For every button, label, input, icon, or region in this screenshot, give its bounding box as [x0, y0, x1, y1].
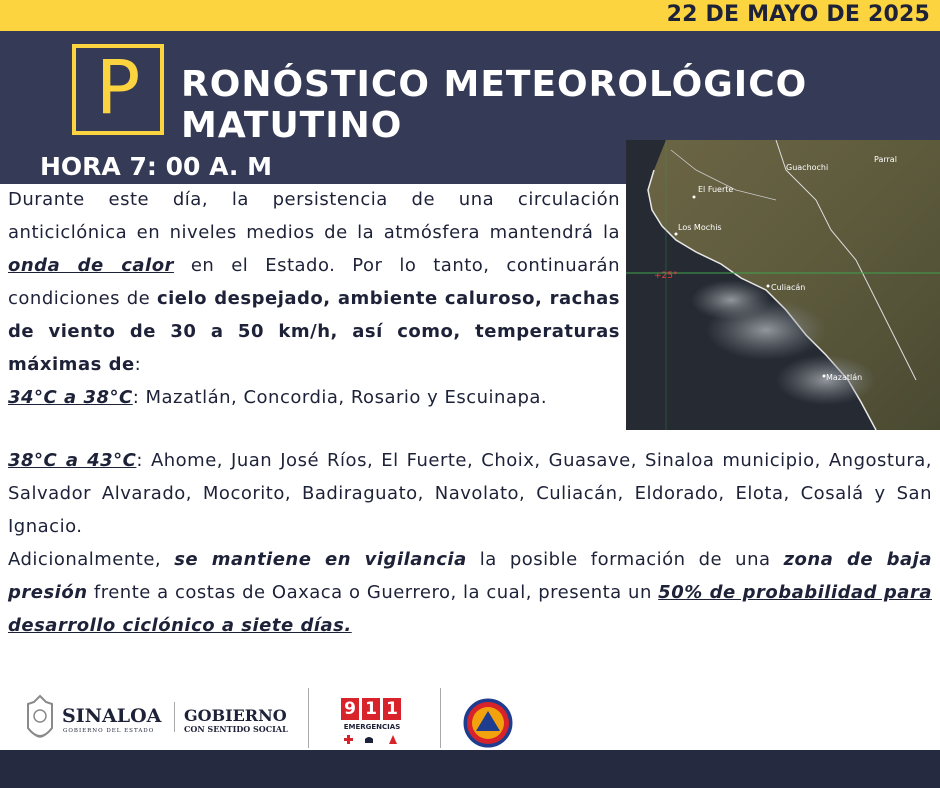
para1-heatwave: onda de calor — [8, 255, 174, 276]
logo-divider — [308, 688, 309, 748]
page-title — [181, 64, 841, 146]
emergencias-911-logo — [341, 698, 403, 746]
sinaloa-logo-text: SINALOA — [62, 705, 162, 727]
temperature-range-1 — [8, 381, 620, 414]
para1-text: Durante este día, la persistencia de una circulación anticiclónica en niveles medios de la atmósfera mantendrá la — [8, 189, 620, 243]
map-label-parral: Parral — [874, 155, 897, 164]
map-label-los-mochis: Los Mochis — [678, 223, 722, 232]
para3-text-3: frente a costas de Oaxaca o Guerrero, la cual, presenta un — [87, 582, 659, 603]
map-label-culiacan: Culiacán — [771, 283, 806, 292]
range2-label: 38°C a 43°C — [8, 450, 137, 471]
range1-cities: : Mazatlán, Concordia, Rosario y Escuinapa. — [132, 387, 548, 408]
logo-divider — [174, 702, 175, 732]
footer-bar — [0, 750, 940, 788]
para3-probability: 50% de probabilidad para desarrollo ciclónico a siete días. — [8, 582, 932, 636]
map-label-el-fuerte: El Fuerte — [698, 185, 734, 194]
title-letter: P — [95, 44, 141, 131]
para1-colon: : — [134, 354, 142, 375]
date-label: 22 DE MAYO DE 2025 — [666, 2, 930, 27]
digit-1b: 1 — [383, 698, 401, 720]
satellite-map — [626, 140, 940, 430]
map-label-latitude: +25° — [654, 271, 678, 281]
para3-low-pressure: zona de baja presión — [8, 549, 932, 603]
logo-divider — [440, 688, 441, 748]
para1-conditions: cielo despejado, ambiente caluroso, rachas de viento de 30 a 50 km/h, así como, temperaturas máximas de — [8, 288, 620, 375]
city-dot — [823, 375, 826, 378]
footer-logos — [0, 688, 940, 750]
city-dot — [693, 196, 696, 199]
emergencias-text: EMERGENCIAS — [343, 723, 401, 731]
map-label-guachochi: Guachochi — [786, 163, 829, 172]
para3-text-2: la posible formación de una — [466, 549, 784, 570]
range2-cities: : Ahome, Juan José Ríos, El Fuerte, Choix, Guasave, Sinaloa municipio, Angostura, Salvador Alvarado, Mocorito, Badiraguato, Navolato, Culiacán, Eldorado, Elota, Cosalá y San Ignacio. — [8, 450, 932, 537]
range1-label: 34°C a 38°C — [8, 387, 133, 408]
para1-text-2: en el Estado. Por lo tanto, continuarán condiciones de — [8, 255, 620, 309]
forecast-time: HORA 7: 00 A. M — [40, 152, 272, 181]
gobierno-logo-text: GOBIERNO — [184, 706, 287, 725]
title-line-2: MATUTINO — [181, 105, 403, 146]
para3-text: Adicionalmente, — [8, 549, 175, 570]
cloud-patch-2 — [691, 280, 771, 320]
digit-9: 9 — [341, 698, 359, 720]
map-label-mazatlan: Mazatlán — [826, 373, 863, 382]
title-line-1: RONÓSTICO METEOROLÓGICO — [181, 64, 808, 105]
forecast-paragraph-3 — [8, 543, 932, 642]
sinaloa-logo-subtext: GOBIERNO DEL ESTADO — [63, 728, 155, 734]
city-dot — [767, 285, 770, 288]
gobierno-logo-subtext: CON SENTIDO SOCIAL — [184, 724, 288, 734]
forecast-paragraph-1 — [8, 183, 620, 381]
title-letter-box — [72, 44, 164, 135]
emergency-symbols-icon — [343, 733, 401, 745]
temperature-range-2 — [8, 444, 932, 543]
city-dot — [675, 233, 678, 236]
para3-vigilance: se mantiene en vigilancia — [174, 549, 467, 570]
satellite-map-image — [626, 140, 940, 430]
digit-1: 1 — [362, 698, 380, 720]
proteccion-civil-seal-icon — [462, 697, 514, 749]
date-bar — [0, 0, 940, 31]
sinaloa-shield-icon — [24, 694, 56, 746]
